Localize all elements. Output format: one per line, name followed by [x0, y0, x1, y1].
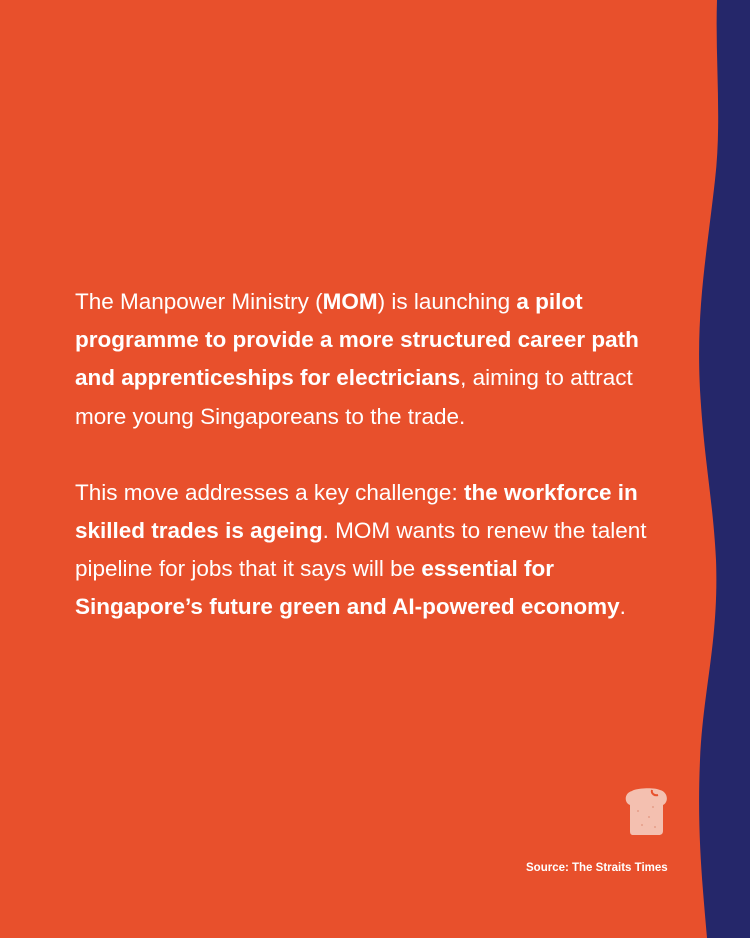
paragraph-2: [75, 474, 655, 627]
p2-bold-ageing: the workforce in skilled trades is ageing: [75, 479, 638, 544]
source-credit: Source: The Straits Times: [526, 862, 668, 874]
article-text: [75, 283, 655, 627]
p1-bold-mom: MOM: [322, 289, 378, 314]
bread-toast-icon: [622, 787, 670, 837]
p2-text-2: . MOM wants to renew the talent pipeline for jobs that it says will be: [75, 518, 647, 582]
p2-text-3: .: [619, 594, 626, 620]
p1-text-2: ) is launching: [377, 289, 517, 314]
p1-bold-pilot: a pilot programme to provide a more structured career path and apprenticeships for electricians: [75, 289, 639, 391]
p2-text-1: This move addresses a key challenge:: [75, 479, 464, 505]
paragraph-1: [75, 283, 655, 436]
p1-text-1: The Manpower Ministry (: [75, 289, 323, 314]
p2-bold-essential: essential for Singapore’s future green and AI-powered economy: [75, 556, 620, 620]
p1-text-3: , aiming to attract more young Singaporeans to the trade.: [75, 365, 633, 429]
